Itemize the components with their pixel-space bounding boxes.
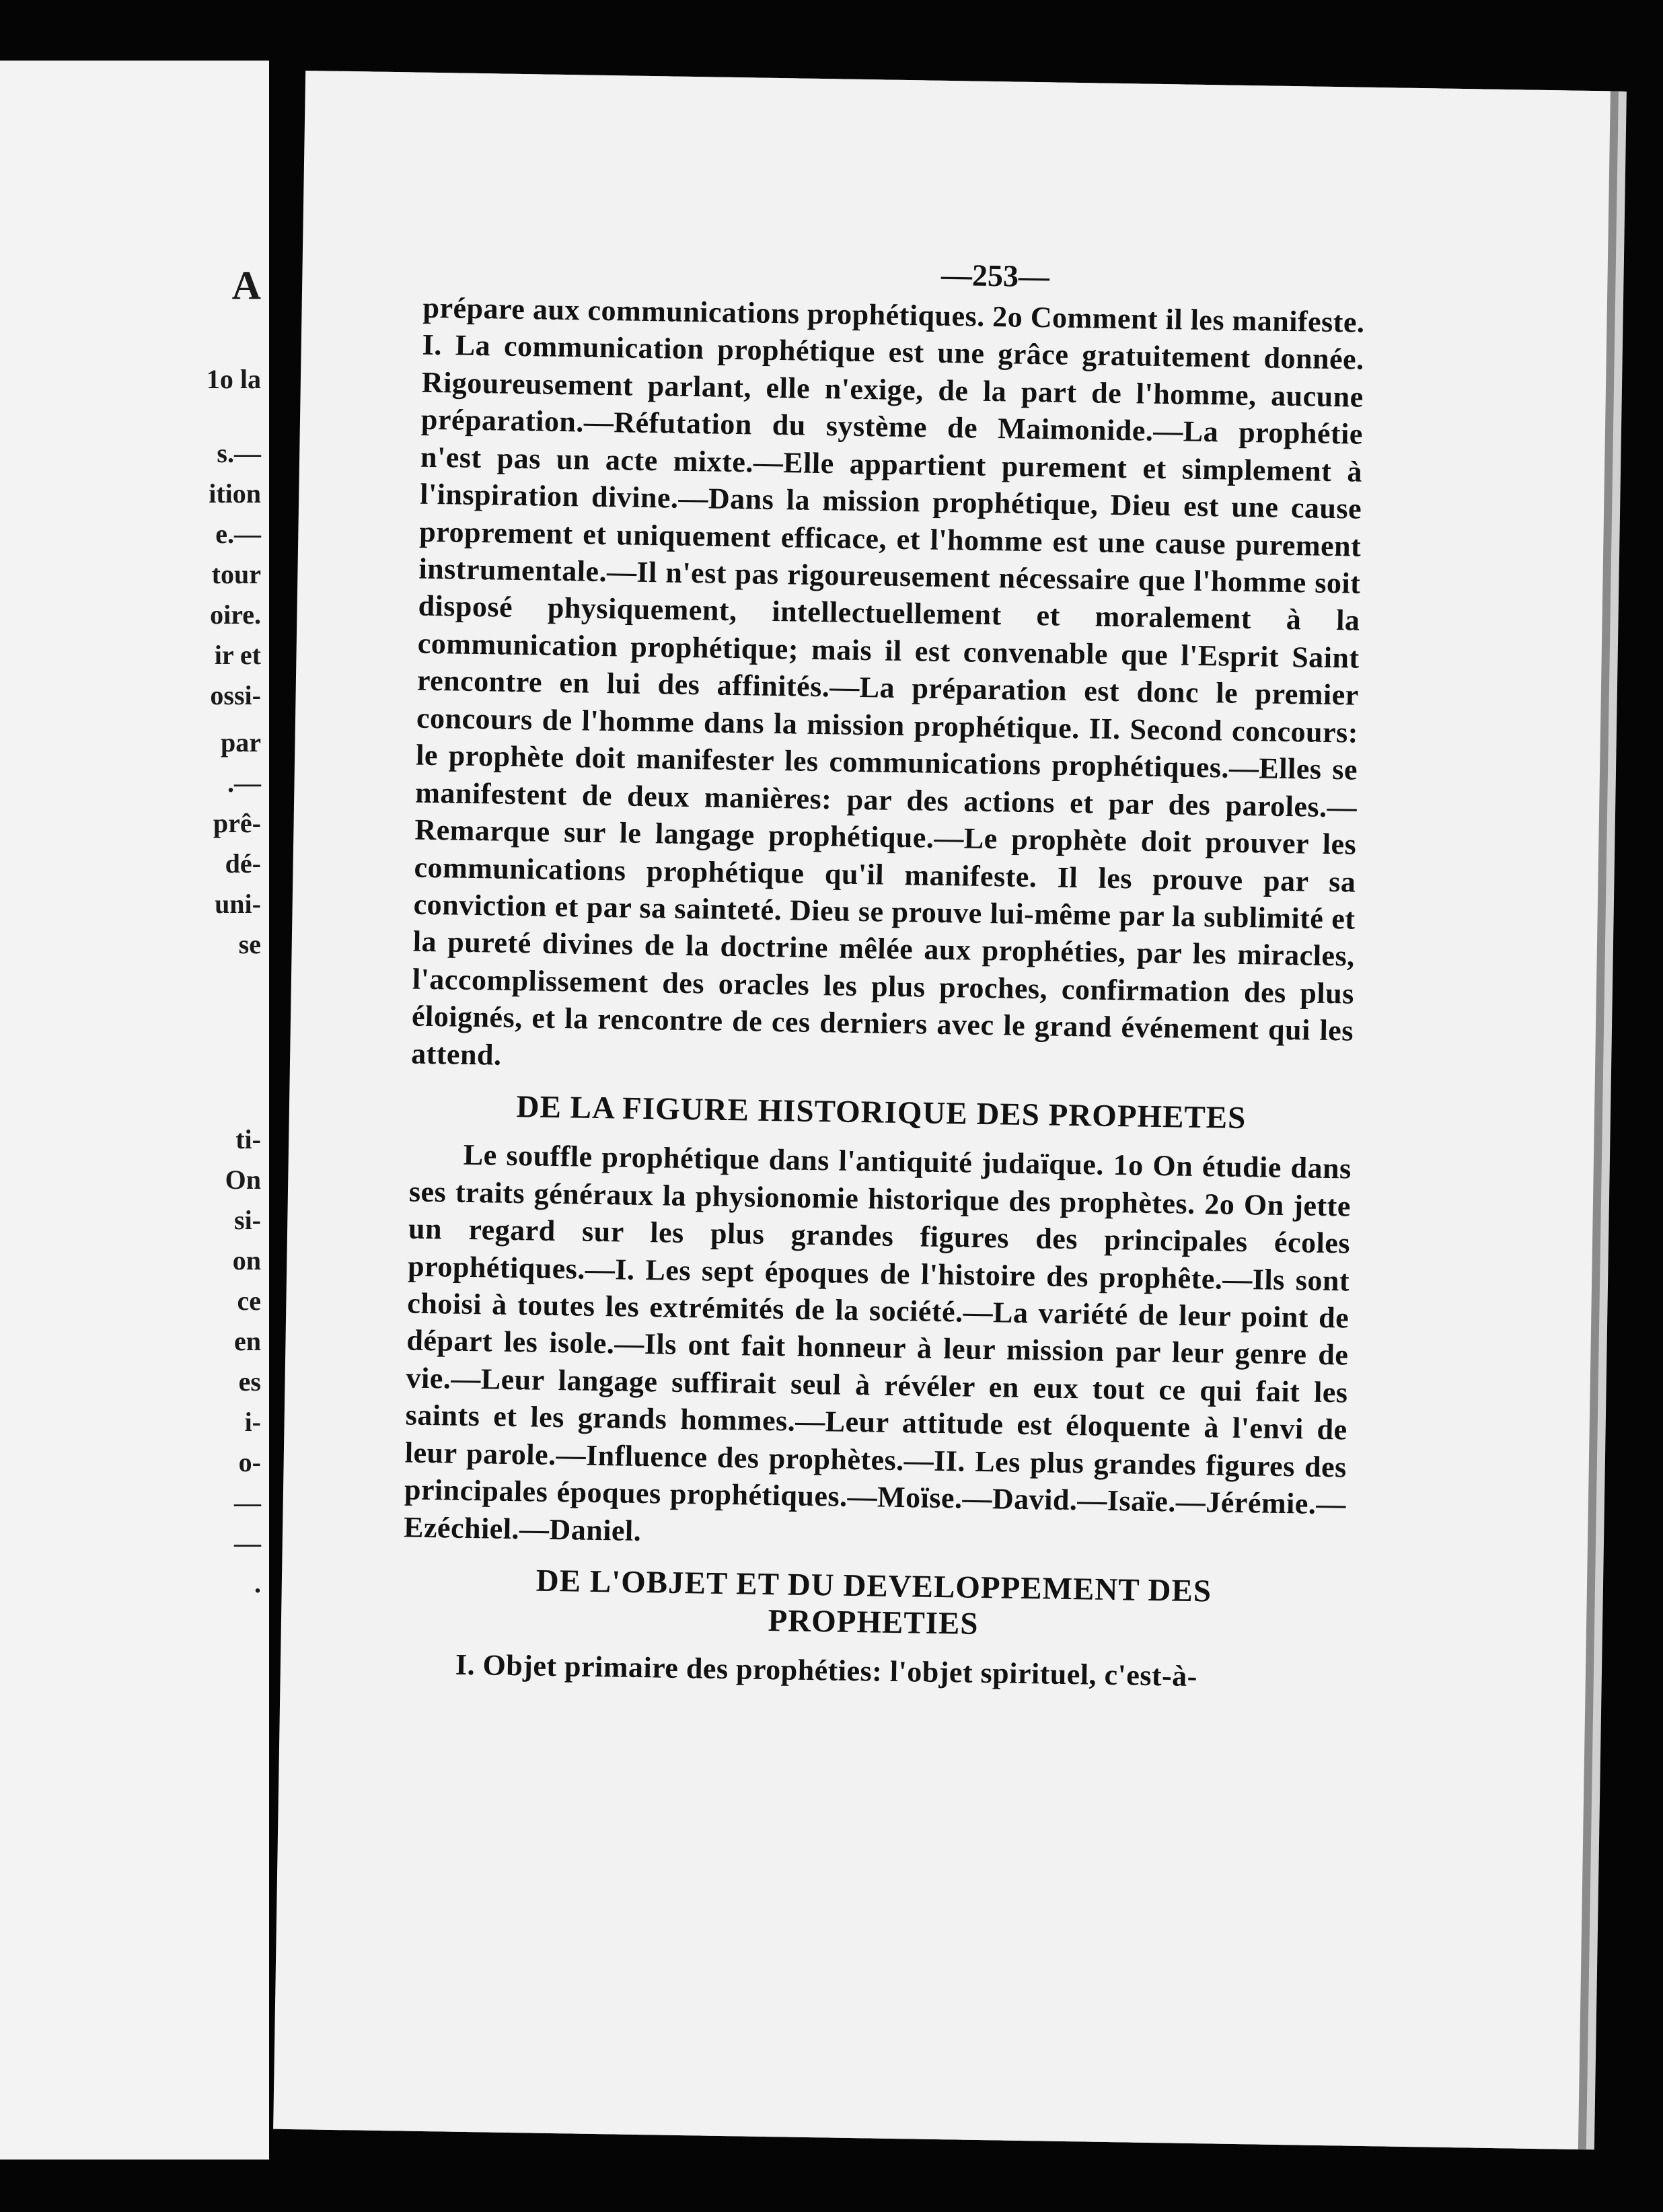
paragraph-historical-figure: Le souffle prophétique dans l'antiquité judaïque. 1o On étudie dans ses traits généraux la physionomie historique des prophètes. 2o On jette un regard sur les plus grandes figures des principales écoles prophétiques.—I. Les sept époques de l'histoire des prophête.—Ils sont choisi à toutes les extrémités de la société.—La variété de leur point de départ les isole.—Ils ont fait honneur à leur mission par leur genre de vie.—Leur langage suffirait seul à révéler en eux tout ce qui fait les saints et les grands hommes.—Leur attitude est éloquente à l'envi de leur parole.—Influence des prophètes.—II. Les plus grandes figures des principales époques prophétiques.—Moïse.—David.—Isaïe.—Jérémie.—Ezéchiel.—Daniel. <box>403 1138 1352 1547</box>
section-heading-object-development <box>402 1561 1345 1648</box>
previous-page-edge <box>0 61 269 2160</box>
left-fragment: e.— <box>215 519 261 549</box>
left-fragment: On <box>225 1165 261 1195</box>
left-fragment: ir et <box>214 640 261 670</box>
left-fragment: s.— <box>217 438 261 468</box>
book-page <box>273 71 1611 2149</box>
left-fragment: o- <box>238 1447 261 1477</box>
section-heading-historical-figure: DE LA FIGURE HISTORIQUE DES PROPHETES <box>516 1089 1247 1136</box>
left-fragment: prê- <box>213 808 261 838</box>
left-fragment: ce <box>237 1286 261 1316</box>
left-fragment: . <box>254 1568 261 1598</box>
left-fragment: es <box>238 1366 261 1397</box>
left-fragment: ossi- <box>210 680 261 710</box>
left-fragment: — <box>234 1528 261 1558</box>
left-fragment: — <box>234 1487 261 1518</box>
left-fragment: par <box>221 727 261 758</box>
page-number: —253— <box>940 257 1050 294</box>
left-fragment: si- <box>234 1205 261 1235</box>
left-fragment: ti- <box>235 1124 261 1154</box>
left-fragment: oire. <box>210 599 261 630</box>
paragraph-object-of-prophecies: I. Objet primaire des prophéties: l'objet spirituel, c'est-à- <box>455 1648 1198 1693</box>
page-body <box>402 248 1366 1697</box>
left-fragment: 1o la <box>206 364 261 394</box>
left-fragment: A <box>231 263 261 307</box>
left-fragment: dé- <box>225 848 261 879</box>
left-fragment: i- <box>244 1407 261 1437</box>
left-fragment: on <box>232 1245 261 1276</box>
left-fragment: uni- <box>215 889 261 919</box>
left-fragment: ition <box>209 478 261 509</box>
left-fragment: en <box>234 1326 261 1356</box>
left-fragment: se <box>238 929 261 959</box>
left-fragment: .— <box>227 768 261 798</box>
heading-line: DE L'OBJET ET DU DEVELOPPEMENT DES <box>535 1563 1212 1609</box>
paragraph-prophetic-communication: prépare aux communications prophétiques. 2o Comment il les manifeste. I. La communication prophétique est une grâce gratuitement donnée. Rigoureusement parlant, elle n'exige, de la part de l'homme, aucune préparation.—Réfutation du système de Maimonide.—La prophétie n'est pas un acte mixte.—Elle appartient purement et simplement à l'inspiration divine.—Dans la mission prophétique, Dieu est une cause proprement et uniquement efficace, et l'homme est une cause purement instrumentale.—Il n'est pas rigoureusement nécessaire que l'homme soit disposé physiquement, intellectuellement et moralement à la communication prophétique; mais il est convenable que l'Esprit Saint rencontre en lui des affinités.—La préparation est donc le premier concours de l'homme dans la mission prophétique. II. Second concours: le prophète doit manifester les communications prophétiques.—Elles se manifestent de deux manières: par des actions et par des paroles.—Remarque sur le langage prophétique.—Le prophète doit prouver les communications prophétique qu'il manifeste. Il les prouve par sa conviction et par sa sainteté. Dieu se prouve lui-même par la sublimité et la pureté divines de la doctrine mêlée aux prophéties, par les miracles, l'accomplissement des oracles les plus proches, confirmation des plus éloignés, et la rencontre de ces derniers avec le grand événement qui les attend. <box>410 291 1365 1072</box>
left-fragment: tour <box>211 559 261 589</box>
heading-line: PROPHETIES <box>768 1603 979 1642</box>
